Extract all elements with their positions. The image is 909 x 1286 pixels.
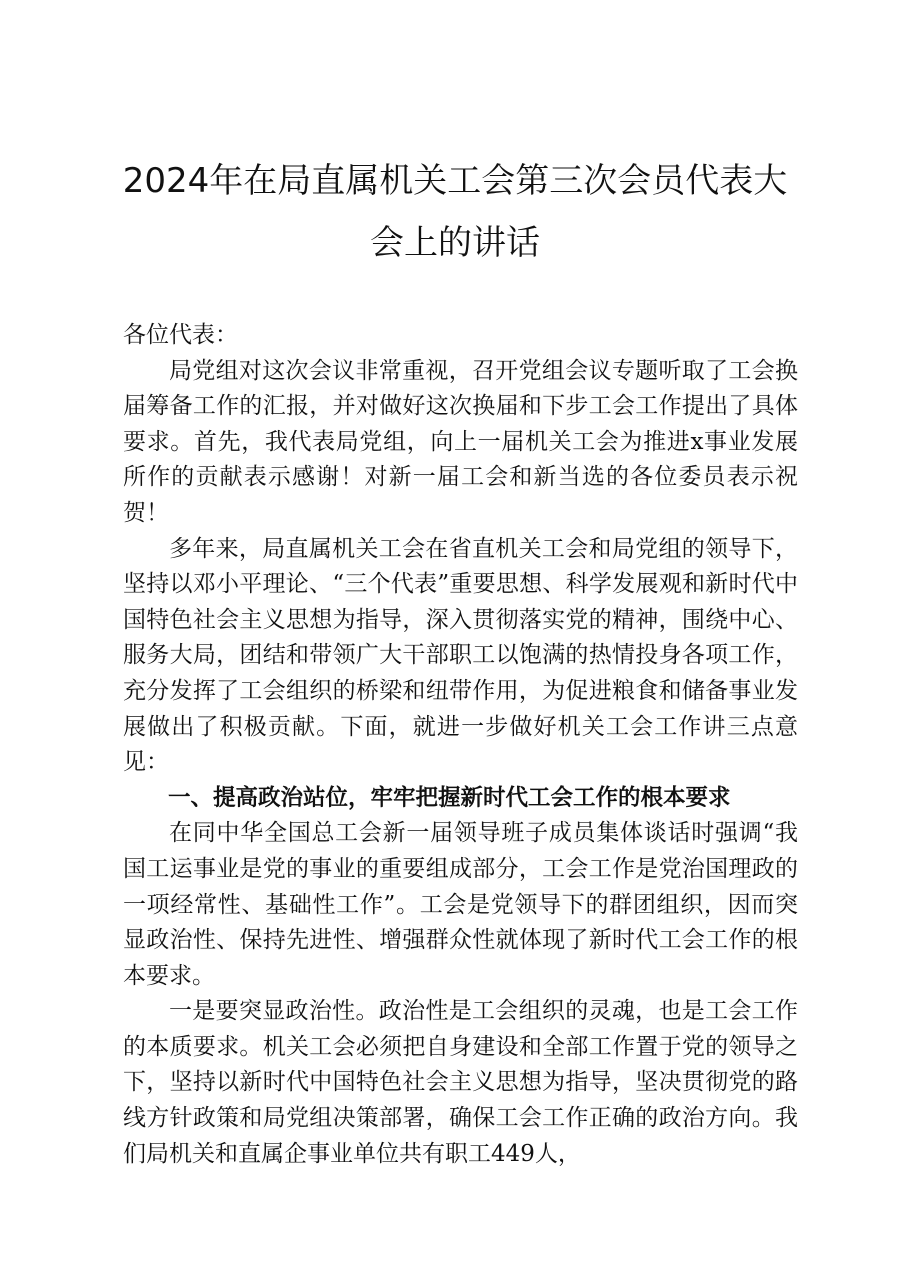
paragraph-political: 一是要突显政治性。政治性是工会组织的灵魂，也是工会工作的本质要求。机关工会必须把自身建设和全部工作置于党的领导之下，坚持以新时代中国特色社会主义思想为指导，坚决贯彻党的路线方针政策和局党组决策部署，确保工会工作正确的政治方向。我们局机关和直属企事业单位共有职工449人， (123, 998, 798, 1167)
paragraph-gratitude: 局党组对这次会议非常重视，召开党组会议专题听取了工会换届筹备工作的汇报，并对做好这次换届和下步工会工作提出了具体要求。首先，我代表局党组，向上一届机关工会为推进x事业发展所作的贡献表示感谢！对新一届工会和新当选的各位委员表示祝贺！ (123, 357, 798, 526)
paragraph-requirements: 在同中华全国总工会新一届领导班子成员集体谈话时强调“我国工运事业是党的事业的重要组成部分，工会工作是党治国理政的一项经常性、基础性工作”。工会是党领导下的群团组织，因而突显政治性、保持先进性、增强群众性就体现了新时代工会工作的根本要求。 (123, 820, 798, 989)
paragraph-achievements: 多年来，局直属机关工会在省直机关工会和局党组的领导下，坚持以邓小平理论、“三个代表”重要思想、科学发展观和新时代中国特色社会主义思想为指导，深入贯彻落实党的精神，围绕中心、服务大局，团结和带领广大干部职工以饱满的热情投身各项工作，充分发挥了工会组织的桥梁和纽带作用，为促进粮食和储备事业发展做出了积极贡献。下面，就进一步做好机关工会工作讲三点意见： (123, 535, 798, 776)
document-body (123, 318, 798, 1172)
section-heading-1: 一、提高政治站位，牢牢把握新时代工会工作的根本要求 (168, 784, 731, 811)
document-title: 2024年在局直属机关工会第三次会员代表大会上的讲话 (122, 161, 788, 263)
salutation: 各位代表： (123, 322, 238, 348)
